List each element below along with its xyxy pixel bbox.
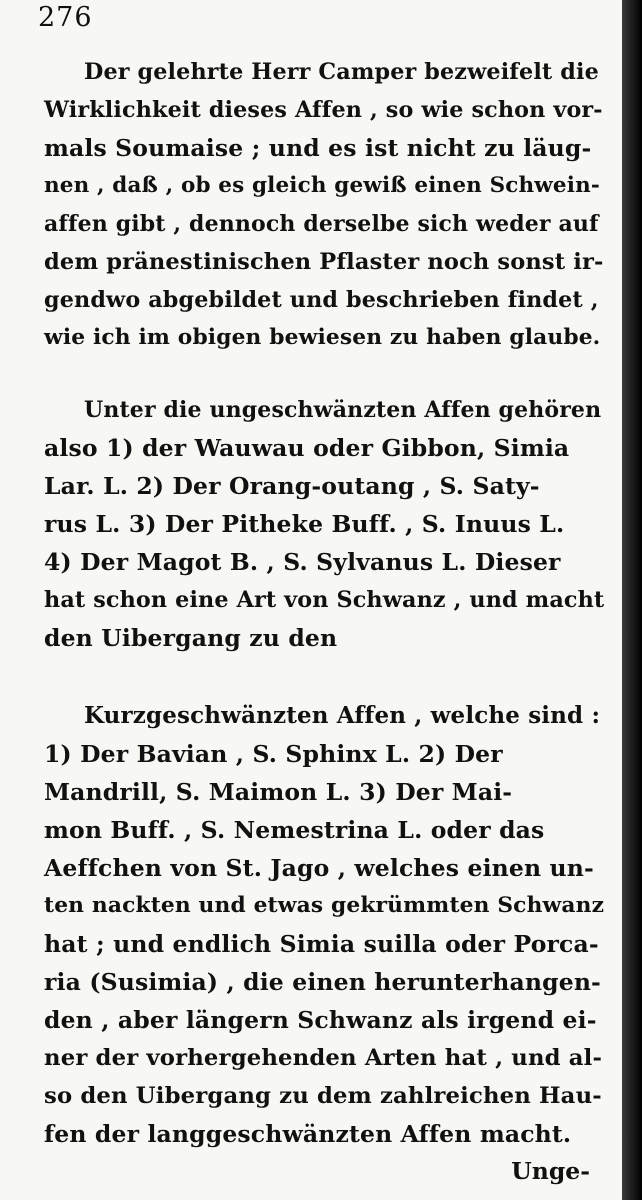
text-line: gendwo abgebildet und beschrieben findet , [44, 287, 599, 313]
text-line: den Uibergang zu den [44, 624, 338, 652]
paragraph-1 [44, 53, 604, 357]
text-line: den , aber längern Schwanz als irgend ei- [44, 1006, 597, 1034]
page-number: 276 [38, 2, 93, 33]
paragraph-3 [44, 697, 604, 1153]
catchword: Unge- [511, 1157, 590, 1185]
page-edge [622, 0, 642, 1200]
text-line: ner der vorhergehenden Arten hat , und al- [44, 1045, 603, 1071]
text-line: ria (Susimia) , die einen herunterhangen- [44, 968, 601, 996]
text-line: ten nackten und etwas gekrümmten Schwanz [44, 893, 605, 918]
text-line: Kurzgeschwänzten Affen , welche sind : [84, 702, 601, 729]
text-line: nen , daß , ob es gleich gewiß einen Schwein- [44, 173, 600, 198]
text-line: dem pränestinischen Pflaster noch sonst ir- [44, 249, 604, 275]
text-line: affen gibt , dennoch derselbe sich weder auf [44, 211, 599, 237]
text-line: hat ; und endlich Simia suilla oder Porca- [44, 930, 599, 958]
text-line: so den Uibergang zu dem zahlreichen Hau- [44, 1083, 602, 1109]
text-line: wie ich im obigen bewiesen zu haben glaube. [44, 325, 601, 350]
paragraph-2 [44, 391, 604, 657]
text-line: Mandrill, S. Maimon L. 3) Der Mai- [44, 778, 513, 806]
text-line: Der gelehrte Herr Camper bezweifelt die [84, 59, 599, 85]
text-line: Aeffchen von St. Jago , welches einen un- [44, 854, 594, 882]
text-line: 1) Der Bavian , S. Sphinx L. 2) Der [44, 740, 503, 768]
text-line: mon Buff. , S. Nemestrina L. oder das [44, 816, 545, 844]
text-line: Unter die ungeschwänzten Affen gehören [84, 397, 602, 423]
text-line: fen der langgeschwänzten Affen macht. [44, 1120, 572, 1148]
text-line: 4) Der Magot B. , S. Sylvanus L. Dieser [44, 548, 561, 576]
text-line: Lar. L. 2) Der Orang-outang , S. Saty- [44, 472, 540, 500]
text-line: mals Soumaise ; und es ist nicht zu läug- [44, 134, 592, 162]
text-line: Wirklichkeit dieses Affen , so wie schon vor- [44, 97, 603, 123]
text-line: also 1) der Wauwau oder Gibbon, Simia [44, 434, 570, 462]
text-line: hat schon eine Art von Schwanz , und macht [44, 587, 605, 613]
text-line: rus L. 3) Der Pitheke Buff. , S. Inuus L. [44, 510, 565, 538]
